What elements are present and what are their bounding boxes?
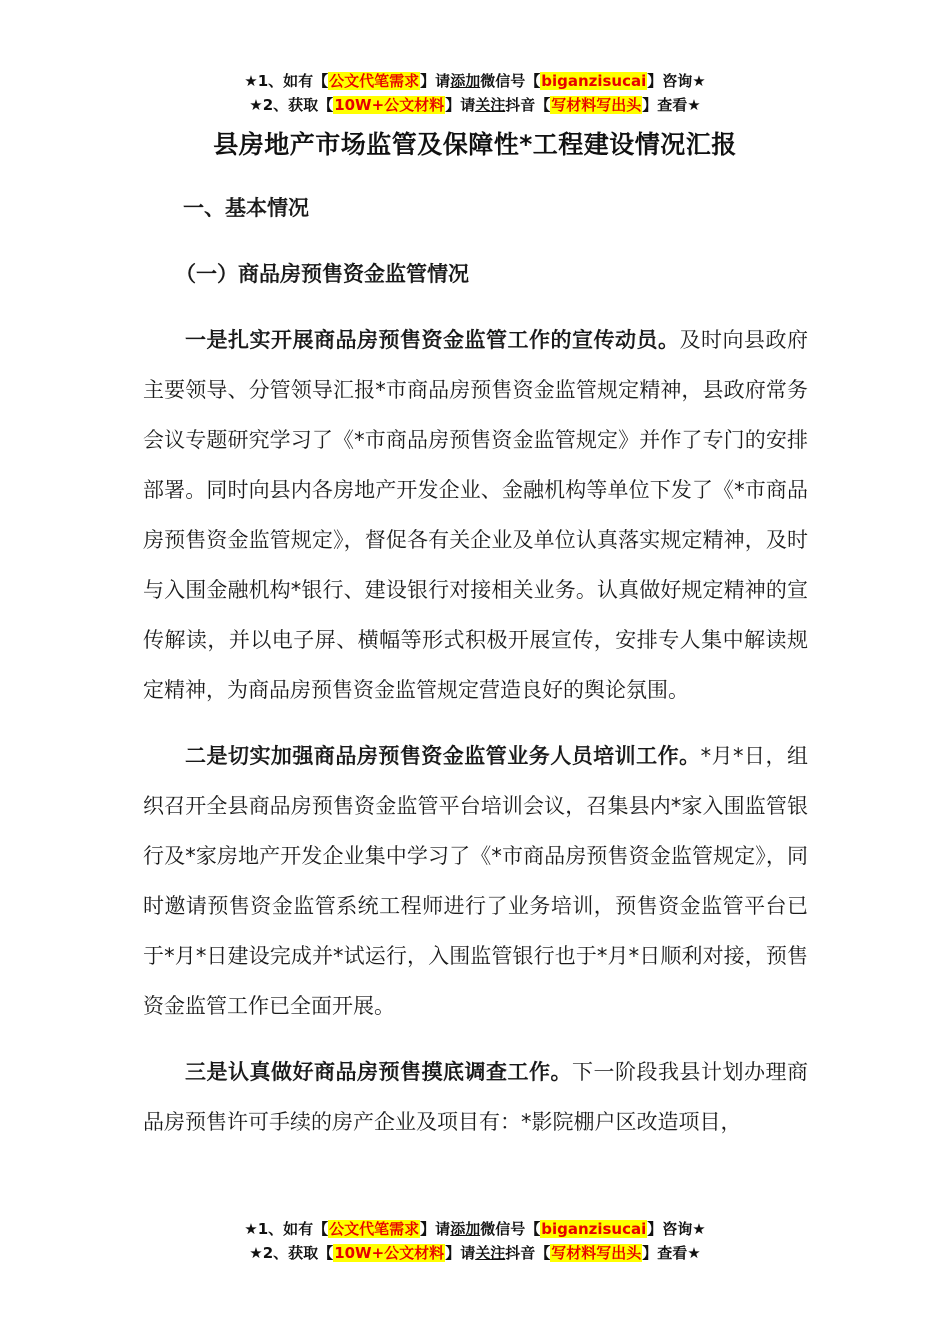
document-body (143, 183, 808, 1147)
banner-text: ★1、如有【 (244, 1220, 329, 1238)
banner-highlight: 公文代笔需求 (329, 1220, 420, 1238)
subsection-heading: （一）商品房预售资金监管情况 (175, 262, 469, 286)
banner-text: ★2、获取【 (249, 1244, 334, 1262)
paragraph-1 (143, 315, 808, 715)
banner-underline: 添加 (450, 72, 481, 90)
banner-line-1 (0, 69, 950, 93)
banner-text: ★1、如有【 (244, 72, 329, 90)
banner-line-1 (0, 1217, 950, 1241)
banner-text: ★2、获取【 (249, 96, 334, 114)
paragraph-text: 下一阶段我县计划办理商品房预售许可手续的房产企业及项目有：*影院棚户区改造项目， (143, 1060, 808, 1134)
header-banner (0, 69, 950, 117)
banner-highlight: 10W+公文材料 (334, 96, 445, 114)
banner-highlight: biganzisucai (541, 1220, 647, 1238)
banner-underline: 关注 (475, 1244, 506, 1262)
paragraph-text: *月*日，组织召开全县商品房预售资金监管平台培训会议，召集县内*家入围监管银行及*家房地产开发企业集中学习了《*市商品房预售资金监管规定》，同时邀请预售资金监管系统工程师进行了业务培训，预售资金监管平台已于*月*日建设完成并*试运行，入围监管银行也于*月*日顺利对接，预售资金监管工作已全面开展。 (143, 744, 809, 1018)
paragraph-text: 及时向县政府主要领导、分管领导汇报*市商品房预售资金监管规定精神，县政府常务会议专题研究学习了《*市商品房预售资金监管规定》并作了专门的安排部署。同时向县内各房地产开发企业、金融机构等单位下发了《*市商品房预售资金监管规定》，督促各有关企业及单位认真落实规定精神，及时与入围金融机构*银行、建设银行对接相关业务。认真做好规定精神的宣传解读，并以电子屏、横幅等形式积极开展宣传，安排专人集中解读规定精神，为商品房预售资金监管规定营造良好的舆论氛围。 (143, 328, 808, 702)
banner-text: 微信号【 (480, 72, 541, 90)
footer-banner (0, 1217, 950, 1265)
banner-text: 抖音【 (505, 1244, 551, 1262)
paragraph-lead: 三是认真做好商品房预售摸底调查工作。 (185, 1060, 572, 1084)
banner-line-2 (0, 1241, 950, 1265)
banner-highlight: 10W+公文材料 (334, 1244, 445, 1262)
banner-text: 抖音【 (505, 96, 551, 114)
paragraph-2 (143, 731, 808, 1031)
document-title: 县房地产市场监管及保障性*工程建设情况汇报 (213, 130, 737, 159)
banner-text: 微信号【 (480, 1220, 541, 1238)
banner-highlight: 写材料写出头 (551, 1244, 642, 1262)
banner-highlight: 公文代笔需求 (329, 72, 420, 90)
banner-text: 】咨询★ (647, 1220, 706, 1238)
banner-highlight: biganzisucai (541, 72, 647, 90)
paragraph-lead: 二是切实加强商品房预售资金监管业务人员培训工作。 (185, 744, 701, 768)
banner-underline: 添加 (450, 1220, 481, 1238)
banner-line-2 (0, 93, 950, 117)
banner-text: 】请 (445, 96, 476, 114)
paragraph-3 (143, 1047, 808, 1147)
banner-text: 】咨询★ (647, 72, 706, 90)
banner-text: 】查看★ (642, 1244, 701, 1262)
banner-text: 】请 (445, 1244, 476, 1262)
banner-text: 】请 (420, 1220, 451, 1238)
banner-text: 】请 (420, 72, 451, 90)
banner-underline: 关注 (475, 96, 506, 114)
section-heading: 一、基本情况 (183, 196, 309, 220)
banner-text: 】查看★ (642, 96, 701, 114)
banner-highlight: 写材料写出头 (551, 96, 642, 114)
paragraph-lead: 一是扎实开展商品房预售资金监管工作的宣传动员。 (185, 328, 680, 352)
